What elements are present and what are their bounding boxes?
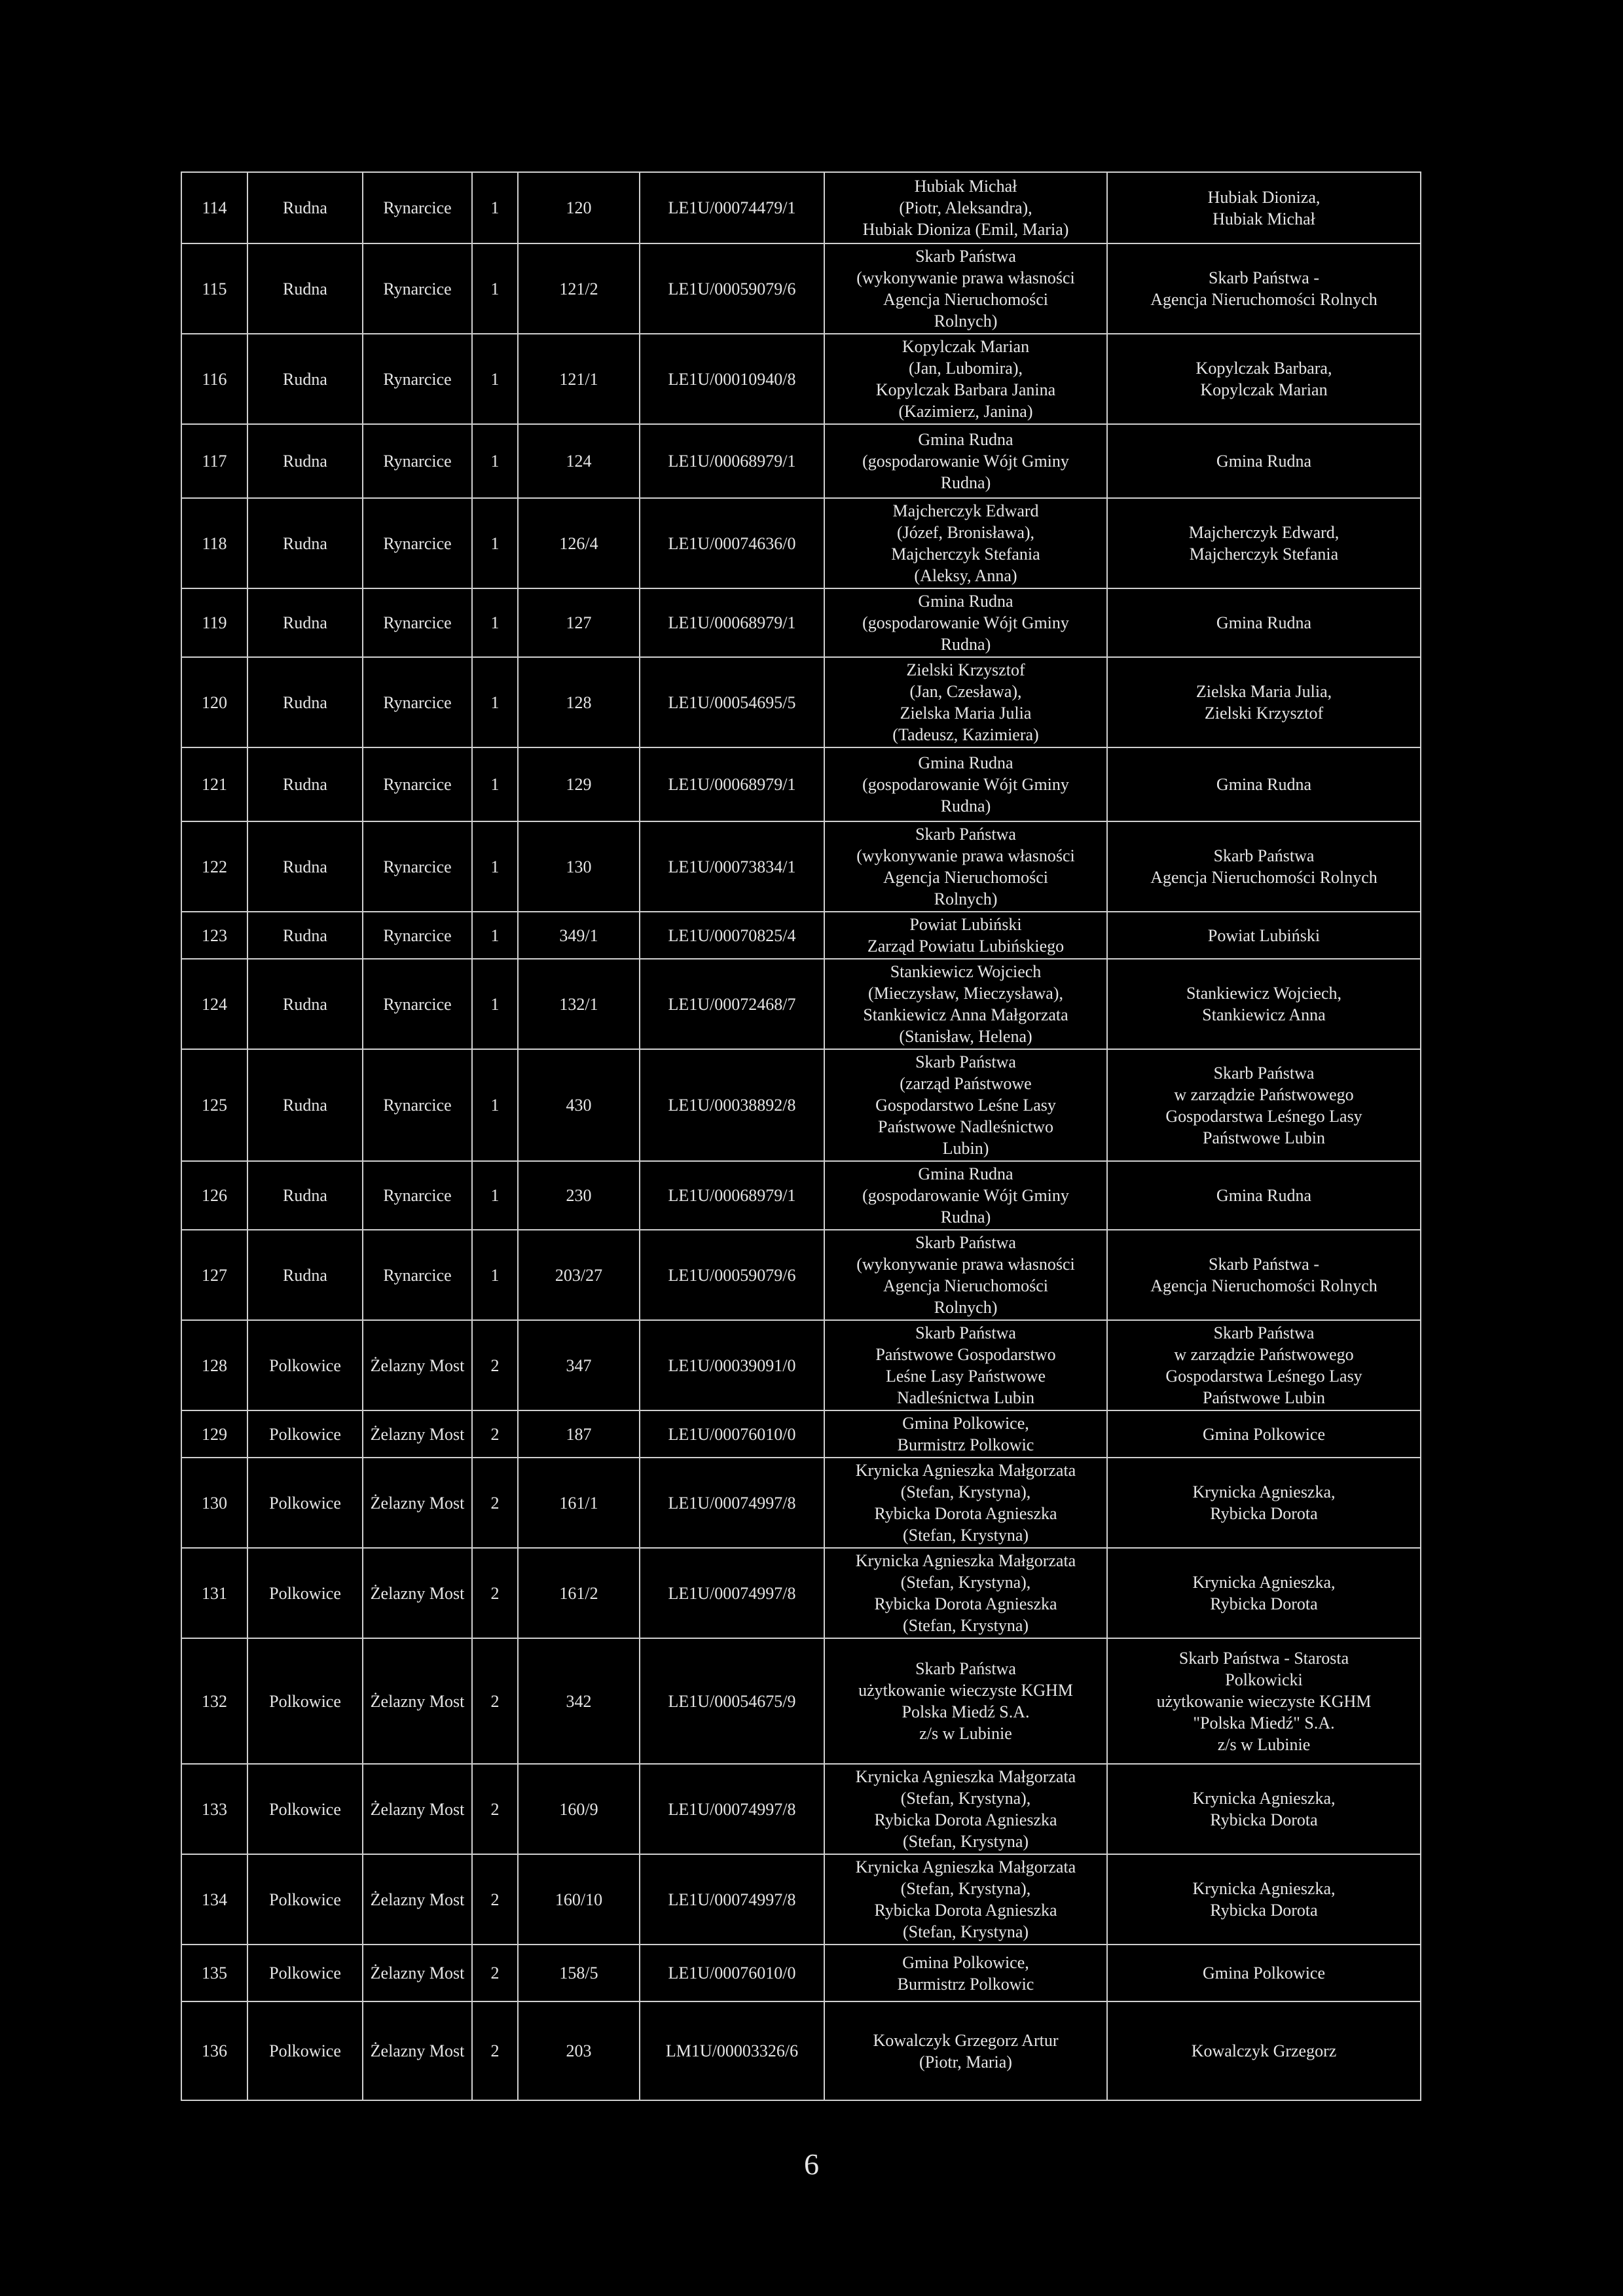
cell-lp: 125	[181, 1049, 247, 1161]
cell-gmina: Rudna	[247, 424, 363, 498]
cell-arkusz: 1	[472, 959, 518, 1049]
cell-obreb: Rynarcice	[363, 747, 472, 821]
cell-owner: Kowalczyk Grzegorz Artur (Piotr, Maria)	[824, 2001, 1107, 2100]
cell-land-register-number: LE1U/00068979/1	[640, 424, 824, 498]
cell-land-register-number: LE1U/00074997/8	[640, 1854, 824, 1945]
cell-agreed-owner: Kowalczyk Grzegorz	[1107, 2001, 1421, 2100]
cell-land-register-number: LE1U/00059079/6	[640, 243, 824, 334]
cell-lp: 134	[181, 1854, 247, 1945]
cell-dzialka: 203/27	[518, 1230, 640, 1320]
cell-agreed-owner: Skarb Państwa - Agencja Nieruchomości Rolnych	[1107, 1230, 1421, 1320]
cell-dzialka: 130	[518, 821, 640, 912]
cell-owner: Krynicka Agnieszka Małgorzata (Stefan, Krystyna), Rybicka Dorota Agnieszka (Stefan, Krystyna)	[824, 1458, 1107, 1548]
cell-land-register-number: LE1U/00072468/7	[640, 959, 824, 1049]
cell-dzialka: 160/10	[518, 1854, 640, 1945]
cell-obreb: Żelazny Most	[363, 1548, 472, 1638]
cell-land-register-number: LE1U/00074997/8	[640, 1458, 824, 1548]
cell-arkusz: 1	[472, 821, 518, 912]
cell-land-register-number: LE1U/00054695/5	[640, 657, 824, 747]
table-row	[181, 1945, 1421, 2001]
cell-owner: Majcherczyk Edward (Józef, Bronisława), Majcherczyk Stefania (Aleksy, Anna)	[824, 498, 1107, 588]
cell-owner: Gmina Rudna (gospodarowanie Wójt Gminy Rudna)	[824, 424, 1107, 498]
table-row	[181, 1161, 1421, 1230]
cell-agreed-owner: Skarb Państwa w zarządzie Państwowego Gospodarstwa Leśnego Lasy Państwowe Lubin	[1107, 1049, 1421, 1161]
cell-arkusz: 2	[472, 2001, 518, 2100]
cell-lp: 133	[181, 1764, 247, 1854]
cell-gmina: Polkowice	[247, 1410, 363, 1458]
cell-dzialka: 129	[518, 747, 640, 821]
table-row	[181, 821, 1421, 912]
cell-agreed-owner: Powiat Lubiński	[1107, 912, 1421, 959]
cell-obreb: Rynarcice	[363, 334, 472, 424]
cell-land-register-number: LE1U/00068979/1	[640, 588, 824, 657]
table-row	[181, 334, 1421, 424]
cell-agreed-owner: Krynicka Agnieszka, Rybicka Dorota	[1107, 1764, 1421, 1854]
cell-land-register-number: LE1U/00076010/0	[640, 1410, 824, 1458]
cell-obreb: Rynarcice	[363, 1161, 472, 1230]
cell-owner: Skarb Państwa Państwowe Gospodarstwo Leśne Lasy Państwowe Nadleśnictwa Lubin	[824, 1320, 1107, 1410]
cell-lp: 136	[181, 2001, 247, 2100]
cell-arkusz: 1	[472, 588, 518, 657]
cell-arkusz: 1	[472, 1049, 518, 1161]
cell-lp: 127	[181, 1230, 247, 1320]
table-row	[181, 1049, 1421, 1161]
cell-agreed-owner: Gmina Rudna	[1107, 424, 1421, 498]
cell-gmina: Rudna	[247, 334, 363, 424]
cell-gmina: Polkowice	[247, 1320, 363, 1410]
cell-obreb: Rynarcice	[363, 424, 472, 498]
cell-lp: 130	[181, 1458, 247, 1548]
cell-obreb: Rynarcice	[363, 172, 472, 243]
cell-arkusz: 1	[472, 498, 518, 588]
table-row	[181, 657, 1421, 747]
table-row	[181, 959, 1421, 1049]
cell-land-register-number: LM1U/00003326/6	[640, 2001, 824, 2100]
cell-land-register-number: LE1U/00059079/6	[640, 1230, 824, 1320]
cell-obreb: Rynarcice	[363, 498, 472, 588]
cell-dzialka: 203	[518, 2001, 640, 2100]
cell-dzialka: 430	[518, 1049, 640, 1161]
cell-arkusz: 1	[472, 912, 518, 959]
table-row	[181, 172, 1421, 243]
cell-agreed-owner: Zielska Maria Julia, Zielski Krzysztof	[1107, 657, 1421, 747]
table-row	[181, 1410, 1421, 1458]
cell-land-register-number: LE1U/00074997/8	[640, 1764, 824, 1854]
table-row	[181, 2001, 1421, 2100]
cell-dzialka: 160/9	[518, 1764, 640, 1854]
cell-gmina: Polkowice	[247, 1764, 363, 1854]
table-row	[181, 498, 1421, 588]
table-row	[181, 1764, 1421, 1854]
table-row	[181, 1638, 1421, 1764]
cell-agreed-owner: Gmina Rudna	[1107, 588, 1421, 657]
cell-gmina: Rudna	[247, 1230, 363, 1320]
cell-obreb: Żelazny Most	[363, 1410, 472, 1458]
cell-lp: 122	[181, 821, 247, 912]
table-row	[181, 588, 1421, 657]
cell-dzialka: 158/5	[518, 1945, 640, 2001]
cell-obreb: Rynarcice	[363, 588, 472, 657]
cell-lp: 120	[181, 657, 247, 747]
cell-land-register-number: LE1U/00068979/1	[640, 1161, 824, 1230]
cell-lp: 126	[181, 1161, 247, 1230]
cell-agreed-owner: Gmina Rudna	[1107, 747, 1421, 821]
cell-gmina: Rudna	[247, 1049, 363, 1161]
cell-gmina: Rudna	[247, 657, 363, 747]
cell-lp: 124	[181, 959, 247, 1049]
cell-arkusz: 1	[472, 747, 518, 821]
cell-lp: 131	[181, 1548, 247, 1638]
cell-agreed-owner: Krynicka Agnieszka, Rybicka Dorota	[1107, 1458, 1421, 1548]
cell-owner: Skarb Państwa (wykonywanie prawa własności Agencja Nieruchomości Rolnych)	[824, 821, 1107, 912]
cell-owner: Zielski Krzysztof (Jan, Czesława), Zielska Maria Julia (Tadeusz, Kazimiera)	[824, 657, 1107, 747]
cell-obreb: Rynarcice	[363, 657, 472, 747]
cell-land-register-number: LE1U/00070825/4	[640, 912, 824, 959]
cell-owner: Skarb Państwa (zarząd Państwowe Gospodarstwo Leśne Lasy Państwowe Nadleśnictwo Lubin)	[824, 1049, 1107, 1161]
cell-agreed-owner: Skarb Państwa Agencja Nieruchomości Rolnych	[1107, 821, 1421, 912]
table-row	[181, 747, 1421, 821]
cell-land-register-number: LE1U/00010940/8	[640, 334, 824, 424]
table-row	[181, 1548, 1421, 1638]
cell-arkusz: 2	[472, 1320, 518, 1410]
cell-agreed-owner: Stankiewicz Wojciech, Stankiewicz Anna	[1107, 959, 1421, 1049]
cell-land-register-number: LE1U/00068979/1	[640, 747, 824, 821]
cell-owner: Stankiewicz Wojciech (Mieczysław, Mieczysława), Stankiewicz Anna Małgorzata (Stanisław, Helena)	[824, 959, 1107, 1049]
cell-agreed-owner: Skarb Państwa - Starosta Polkowicki użytkowanie wieczyste KGHM "Polska Miedź" S.A. z/s w Lubinie	[1107, 1638, 1421, 1764]
cell-land-register-number: LE1U/00074997/8	[640, 1548, 824, 1638]
cell-dzialka: 128	[518, 657, 640, 747]
cell-lp: 119	[181, 588, 247, 657]
cell-arkusz: 1	[472, 243, 518, 334]
cell-arkusz: 1	[472, 657, 518, 747]
cell-obreb: Rynarcice	[363, 912, 472, 959]
cell-land-register-number: LE1U/00074479/1	[640, 172, 824, 243]
cell-lp: 117	[181, 424, 247, 498]
cell-obreb: Żelazny Most	[363, 1854, 472, 1945]
table-row	[181, 243, 1421, 334]
cell-dzialka: 124	[518, 424, 640, 498]
cell-lp: 118	[181, 498, 247, 588]
cell-gmina: Polkowice	[247, 1638, 363, 1764]
cell-arkusz: 2	[472, 1854, 518, 1945]
cell-gmina: Rudna	[247, 912, 363, 959]
cell-arkusz: 2	[472, 1764, 518, 1854]
cell-obreb: Rynarcice	[363, 1049, 472, 1161]
cell-dzialka: 342	[518, 1638, 640, 1764]
cell-arkusz: 1	[472, 172, 518, 243]
cell-obreb: Rynarcice	[363, 243, 472, 334]
cell-agreed-owner: Krynicka Agnieszka, Rybicka Dorota	[1107, 1854, 1421, 1945]
cell-obreb: Rynarcice	[363, 1230, 472, 1320]
cell-owner: Powiat Lubiński Zarząd Powiatu Lubińskiego	[824, 912, 1107, 959]
cell-gmina: Rudna	[247, 747, 363, 821]
table-row	[181, 424, 1421, 498]
cell-lp: 116	[181, 334, 247, 424]
cell-dzialka: 230	[518, 1161, 640, 1230]
cell-owner: Kopylczak Marian (Jan, Lubomira), Kopylczak Barbara Janina (Kazimierz, Janina)	[824, 334, 1107, 424]
cell-arkusz: 2	[472, 1548, 518, 1638]
cell-owner: Krynicka Agnieszka Małgorzata (Stefan, Krystyna), Rybicka Dorota Agnieszka (Stefan, Krystyna)	[824, 1854, 1107, 1945]
cell-obreb: Żelazny Most	[363, 1458, 472, 1548]
cell-owner: Krynicka Agnieszka Małgorzata (Stefan, Krystyna), Rybicka Dorota Agnieszka (Stefan, Krystyna)	[824, 1764, 1107, 1854]
table-row	[181, 912, 1421, 959]
cell-land-register-number: LE1U/00073834/1	[640, 821, 824, 912]
cell-dzialka: 126/4	[518, 498, 640, 588]
cell-gmina: Polkowice	[247, 1945, 363, 2001]
cell-lp: 123	[181, 912, 247, 959]
cell-dzialka: 161/1	[518, 1458, 640, 1548]
cell-obreb: Rynarcice	[363, 959, 472, 1049]
cell-arkusz: 1	[472, 334, 518, 424]
table-row	[181, 1320, 1421, 1410]
cell-gmina: Polkowice	[247, 1854, 363, 1945]
cell-dzialka: 161/2	[518, 1548, 640, 1638]
cell-arkusz: 2	[472, 1458, 518, 1548]
cell-gmina: Rudna	[247, 821, 363, 912]
cell-lp: 128	[181, 1320, 247, 1410]
cell-arkusz: 1	[472, 1161, 518, 1230]
cell-gmina: Rudna	[247, 172, 363, 243]
cell-owner: Skarb Państwa użytkowanie wieczyste KGHM Polska Miedź S.A. z/s w Lubinie	[824, 1638, 1107, 1764]
cell-land-register-number: LE1U/00038892/8	[640, 1049, 824, 1161]
cell-agreed-owner: Gmina Rudna	[1107, 1161, 1421, 1230]
cell-dzialka: 349/1	[518, 912, 640, 959]
cell-dzialka: 187	[518, 1410, 640, 1458]
table-body	[181, 172, 1421, 2100]
cell-agreed-owner: Kopylczak Barbara, Kopylczak Marian	[1107, 334, 1421, 424]
cell-dzialka: 127	[518, 588, 640, 657]
cell-agreed-owner: Gmina Polkowice	[1107, 1945, 1421, 2001]
cell-gmina: Rudna	[247, 959, 363, 1049]
cell-agreed-owner: Gmina Polkowice	[1107, 1410, 1421, 1458]
cell-owner: Hubiak Michał (Piotr, Aleksandra), Hubiak Dioniza (Emil, Maria)	[824, 172, 1107, 243]
cell-lp: 132	[181, 1638, 247, 1764]
cell-lp: 121	[181, 747, 247, 821]
cell-obreb: Rynarcice	[363, 821, 472, 912]
cell-obreb: Żelazny Most	[363, 1638, 472, 1764]
land-register-table	[181, 171, 1421, 2101]
cell-agreed-owner: Skarb Państwa - Agencja Nieruchomości Rolnych	[1107, 243, 1421, 334]
cell-lp: 135	[181, 1945, 247, 2001]
table-row	[181, 1458, 1421, 1548]
cell-dzialka: 120	[518, 172, 640, 243]
cell-arkusz: 2	[472, 1638, 518, 1764]
cell-lp: 129	[181, 1410, 247, 1458]
cell-arkusz: 1	[472, 1230, 518, 1320]
cell-land-register-number: LE1U/00054675/9	[640, 1638, 824, 1764]
table-row	[181, 1230, 1421, 1320]
cell-gmina: Polkowice	[247, 2001, 363, 2100]
cell-dzialka: 121/2	[518, 243, 640, 334]
cell-land-register-number: LE1U/00076010/0	[640, 1945, 824, 2001]
cell-agreed-owner: Hubiak Dioniza, Hubiak Michał	[1107, 172, 1421, 243]
cell-owner: Gmina Rudna (gospodarowanie Wójt Gminy Rudna)	[824, 1161, 1107, 1230]
cell-obreb: Żelazny Most	[363, 1320, 472, 1410]
cell-agreed-owner: Majcherczyk Edward, Majcherczyk Stefania	[1107, 498, 1421, 588]
cell-owner: Gmina Polkowice, Burmistrz Polkowic	[824, 1945, 1107, 2001]
cell-agreed-owner: Krynicka Agnieszka, Rybicka Dorota	[1107, 1548, 1421, 1638]
cell-owner: Gmina Rudna (gospodarowanie Wójt Gminy Rudna)	[824, 747, 1107, 821]
cell-agreed-owner: Skarb Państwa w zarządzie Państwowego Gospodarstwa Leśnego Lasy Państwowe Lubin	[1107, 1320, 1421, 1410]
cell-gmina: Rudna	[247, 1161, 363, 1230]
cell-obreb: Żelazny Most	[363, 1945, 472, 2001]
cell-owner: Gmina Rudna (gospodarowanie Wójt Gminy Rudna)	[824, 588, 1107, 657]
cell-gmina: Rudna	[247, 243, 363, 334]
cell-owner: Krynicka Agnieszka Małgorzata (Stefan, Krystyna), Rybicka Dorota Agnieszka (Stefan, Krystyna)	[824, 1548, 1107, 1638]
cell-land-register-number: LE1U/00039091/0	[640, 1320, 824, 1410]
cell-gmina: Polkowice	[247, 1458, 363, 1548]
cell-lp: 115	[181, 243, 247, 334]
cell-gmina: Polkowice	[247, 1548, 363, 1638]
cell-owner: Skarb Państwa (wykonywanie prawa własności Agencja Nieruchomości Rolnych)	[824, 243, 1107, 334]
cell-arkusz: 2	[472, 1410, 518, 1458]
cell-gmina: Rudna	[247, 498, 363, 588]
cell-gmina: Rudna	[247, 588, 363, 657]
cell-lp: 114	[181, 172, 247, 243]
cell-dzialka: 347	[518, 1320, 640, 1410]
cell-dzialka: 132/1	[518, 959, 640, 1049]
cell-owner: Gmina Polkowice, Burmistrz Polkowic	[824, 1410, 1107, 1458]
cell-arkusz: 2	[472, 1945, 518, 2001]
page-number: 6	[804, 2147, 819, 2181]
cell-obreb: Żelazny Most	[363, 1764, 472, 1854]
table-row	[181, 1854, 1421, 1945]
cell-land-register-number: LE1U/00074636/0	[640, 498, 824, 588]
cell-arkusz: 1	[472, 424, 518, 498]
cell-dzialka: 121/1	[518, 334, 640, 424]
cell-obreb: Żelazny Most	[363, 2001, 472, 2100]
cell-owner: Skarb Państwa (wykonywanie prawa własności Agencja Nieruchomości Rolnych)	[824, 1230, 1107, 1320]
